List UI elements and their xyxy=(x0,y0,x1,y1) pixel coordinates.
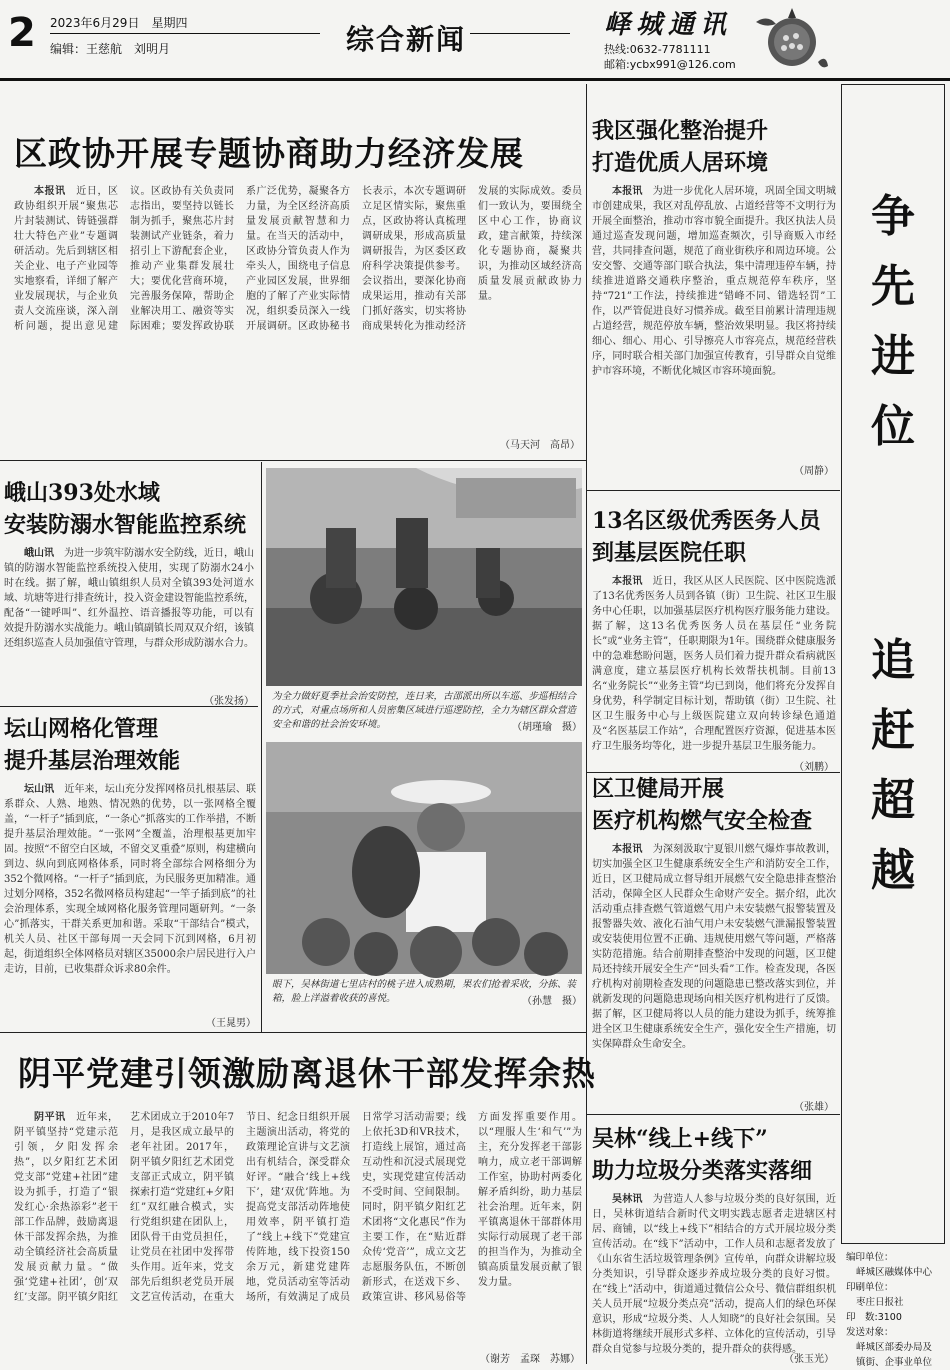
a4-byline: （王晁男） xyxy=(206,1018,256,1029)
photo1-caption: 为全力做好夏季社会治安防控，连日来，古邵派出所以车巡、步巡相结合的方式，对重点场所和人员密集区域进行巡逻防控，全力为辖区群众营造安全和谐的社会治安环境。 xyxy=(272,691,577,730)
a8-headline-2: 助力垃圾分类落实落细 xyxy=(592,1158,813,1184)
editors: 编辑：王慈航 刘明月 xyxy=(50,42,171,56)
a3-headline-2: 安装防溺水智能监控系统 xyxy=(4,512,247,538)
a7-headline: 阴平党建引领激励离退休干部发挥余热 xyxy=(18,1054,596,1093)
a4-headline-1: 坛山网格化管理 xyxy=(4,716,159,742)
a4-headline-2: 提升基层治理效能 xyxy=(4,748,181,774)
a5-headline-2: 到基层医院任职 xyxy=(592,540,747,566)
a3-byline: （张发扬） xyxy=(204,696,254,707)
info-line: 峄城区融媒体中心 xyxy=(856,1267,933,1278)
slogan-top xyxy=(842,191,944,452)
a3-lead: 峨山讯 xyxy=(24,548,54,559)
a3-headline-1: 峨山393处水域 xyxy=(4,480,160,506)
paper-logo: 峄城通讯 xyxy=(604,10,733,40)
info-line: 枣庄日报社 xyxy=(856,1297,904,1308)
a6-byline: （张雄） xyxy=(794,1102,834,1113)
a2-headline-2: 打造优质人居环境 xyxy=(592,150,769,176)
a2-divider xyxy=(586,490,840,491)
a5-body xyxy=(592,574,836,758)
police-patrol-photo xyxy=(266,468,582,686)
slogan-char: 超 xyxy=(871,775,915,826)
a4-text: 近年来，坛山充分发挥网格员扎根基层、联系群众、人熟、地熟、情况熟的优势，以一张网格全覆盖，“一杆子”插到底，“一条心”抓落实的工作举措，不断提升基层治理效能。“一张网”全覆盖，治理根基更加牢固。按照“不留空白区域，不留交叉重叠”原则，构建横向到边、纵向到底网格体系，同时将全部综合网格细分为352个微网格。“一杆子”插到底，为民服务更加精准。通过划分网格，352名微网格员构建起“一竿子插到底”的社会治理体系，实现全域网格化服务管理同题研判。“一条心”抓落实，干群关系更加和谐。采取“干部结合”模式，机关人员、社区干部每周一天会同下沉到网格，6月初起，街道组织全体网格员对辖区35000余户居民进行入户走访，目前，已收集群众诉求80余件。 xyxy=(4,784,257,975)
a1-text: 近日，区政协组织开展“聚焦芯片封装测试、铸链强群壮大特色产业”专题调研活动。先后到辖区相关企业、电子产业园等实地察看，详细了解产业发展现状，与企业负责人交流座谈，深入剖析问题，提出意见建议。区政协有关负责同志指出，要坚持以链长制为抓手，聚焦芯片封装测试产业链条，着力招引上下游配套企业，推动产业集群发展壮大；要优化营商环境，完善服务保障，帮助企业解决用工、融资等实际困难；要发挥政协联系广泛优势，凝聚各方力量，为全区经济高质量发展贡献智慧和力量。在当天的活动中，区政协分管负责人作为牵头人，围绕电子信息产业园区发展，世界细胞的了解了产业实际情况，组织委员深入一线开展调研。区政协秘书长表示，本次专题调研立足区情实际，聚焦重点，区政协将认真梳理调研成果，形成高质量调研报告，为区委区政府科学决策提供参考。会议指出，要深化协商成果运用，推动有关部门抓好落实，切实将协商成果转化为推动经济发展的实际成效。委员们一致认为，要围绕全区中心工作，协商议政，建言献策，持续深化专题协商，凝聚共识，为推动区域经济高质量发展贡献政协力量。 xyxy=(14,186,582,332)
a7-text: 近年来，阴平镇坚持“党建示范引领，夕阳发挥余热”，以夕阳红艺术团党支部“党建+社团”建设为抓手，打造了“银发红心·余热添彩”老干部工作品牌，鼓励离退休干部发挥余热，为推动全镇经济社会高质量发展贡献力量。“做强‘党建+社团’，创‘双红’支部。阴平镇夕阳红艺术团成立于2010年7月，是我区成立最早的老年社团。2017年，阴平镇夕阳红艺术团党支部正式成立，阴平镇探索打造“党建红+夕阳红”双红融合模式，实行党组织建在团队上，团队骨干由党员担任，让党员在社团中发挥带头作用。近年来，党支部先后组织老党员开展文艺宣传活动，在重大节日、纪念日组织开展主题演出活动，将党的政策理论宣讲与文艺演出有机结合，深受群众好评。“融合‘线上+线下’，建‘双优’阵地。为提高党支部活动阵地使用效率，阴平镇打造了“线上+线下”党建宣传阵地，线下投资150余万元，新建党建阵地，党员活动室等活动场所，有效满足了成员日常学习活动需要；线上依托3D和VR技术，打造线上展馆，通过高互动性和沉浸式展现党史，实现党建宣传活动不受时间、空间限制。同时，阴平镇夕阳红艺术团将“文化惠民”作为主要工作，在“贴近群众传‘党音’”，成立文艺志愿服务队伍，不断创新形式，在送戏下乡、政策宣讲、移风易俗等方面发挥重要作用。以“理服人生‘和气’”为主，充分发挥老干部影响力，成立老干部调解工作室，协助村两委化解矛盾纠纷，助力基层社会治理。近年来，阴平镇离退休干部群体用实际行动展现了老干部的担当作为，为推动全镇高质量发展贡献了银发力量。 xyxy=(14,1112,582,1303)
a8-body xyxy=(592,1192,837,1355)
a8-headline-1: 吴林“线上+线下” xyxy=(592,1126,768,1152)
header-divider xyxy=(0,78,950,81)
info-line: 编印单位： xyxy=(846,1252,894,1263)
slogan-bottom xyxy=(842,635,944,896)
a1-divider xyxy=(0,460,586,461)
slogan-char: 争 xyxy=(871,191,915,242)
a4-divider xyxy=(0,1032,586,1033)
a8-text: 为营造人人参与垃圾分类的良好氛围，近日，吴林街道结合新时代文明实践志愿者走进辖区村居、商铺，以“线上+线下”相结合的方式开展垃圾分类宣传活动。在“线下”活动中，工作人员和志愿者发放了《山东省生活垃圾管理条例》宣传单，向群众讲解垃圾分类知识，引导群众逐步养成垃圾分类的良好习惯。在“线上”活动中，街道通过微信公众号、微信群组织机关人员开展“垃圾分类点亮”活动，提高人们的绿色环保意识，形成“垃圾分类、人人知晓”的良好社会氛围。吴林街道将继续开展形式多样、立体化的宣传活动，引导群众自觉参与垃圾分类的，提升群众的获得感。 xyxy=(592,1194,837,1355)
a1-byline: （马天河 高昂） xyxy=(500,440,580,451)
info-line: 峄城区部委办局及 xyxy=(856,1342,933,1353)
slogan-char: 赶 xyxy=(871,705,915,756)
a7-byline: （谢芳 孟琛 苏娜） xyxy=(480,1354,580,1365)
a6-text: 为深刻汲取宁夏银川燃气爆炸事故教训，切实加强全区卫生健康系统安全生产和消防安全工作，近日，区卫健局成立督导组开展燃气安全隐患排查整治活动，保障全区人民群众生命财产安全。据介绍，此次活动重点排查燃气管道燃气用户未安装燃气报警装置及报警器失效、液化石油气用户未安装燃气泄漏报警装置或安装使用位置不正确、违规使用燃气等问题，严格落实防范措施。结合前期排查整治中发现的问题，区卫健局还持续开展安全生产“回头看”工作。检查发现，各医疗机构对前期检查发现的问题隐患已整改落实到位，并就新发现的问题隐患现场向相关医疗机构进行了反馈。据了解，区卫健局将以人员的能力建设为抓手，统筹推进全区卫生健康系统安全生产，强化安全生产措施，切实保障群众生命安全。 xyxy=(592,844,837,1050)
slogan-char: 追 xyxy=(871,635,915,686)
info-line: 印刷单位： xyxy=(846,1282,894,1293)
a3-text: 为进一步筑牢防溺水安全防线，近日，峨山镇的防溺水智能监控系统投入使用，实现了防溺水24小时在线。据了解，峨山镇组织人员对全镇393处河道水域、坑塘等进行排查统计，投入资金建设智能监控系统，配备“一键呼叫”、红外温控、语音播报等功能，可以有效提升防溺水实战能力。峨山镇副镇长周双双介绍，该镇还组织巡查人员加强值守管理，与群众形成防溺水合力。 xyxy=(4,548,254,649)
a5-text: 近日，我区从区人民医院、区中医院选派了13名优秀医务人员到各镇（街）卫生院、社区卫生服务中心任职，以加强基层医疗机构医疗服务能力建设。据了解，这13名优秀医务人员在基层任“业务院长”或“业务主管”，任职期限为1年。围绕群众健康服务中的急难愁盼问题，医务人员们着力提升群众看病就医满意度，建立基层医疗机构长效帮扶机制。目前13名“业务院长”“业务主管”均已到岗，他们将充分发挥自身优势，科学制定目标计划，帮助镇（街）卫生院、社区卫生服务中心与上级医院建立双向转诊绿色通道及“名医基层工作站”，合理配置医疗资源，促进基本医疗卫生服务均等化，进一步提升基层卫生服务能力。 xyxy=(592,576,837,752)
slogan-char: 先 xyxy=(871,261,915,312)
photo2-caption: 眼下，吴林街道七里店村的桃子进入成熟期，果农们抢着采收，分拣、装箱，脸上洋溢着收获的喜悦。 xyxy=(272,979,577,1004)
column-rule xyxy=(586,84,587,1364)
a2-body xyxy=(592,184,836,460)
header-rule-left xyxy=(50,33,320,34)
a2-headline-1: 我区强化整治提升 xyxy=(592,118,769,144)
a7-lead: 阴平讯 xyxy=(34,1112,66,1123)
a5-headline-1: 13名区级优秀医务人员 xyxy=(592,508,821,534)
slogan-char: 位 xyxy=(871,401,915,452)
publication-info xyxy=(846,1250,946,1370)
slogan-box xyxy=(841,84,945,1244)
a8-byline: （张玉光） xyxy=(784,1354,834,1365)
a2-byline: （周静） xyxy=(794,466,834,477)
a1-headline: 区政协开展专题协商助力经济发展 xyxy=(14,134,524,173)
a1-lead: 本报讯 xyxy=(34,186,66,197)
photo1-credit: （胡瑾瑜 摄） xyxy=(512,722,582,733)
a6-divider xyxy=(586,1114,840,1115)
a3-body xyxy=(4,546,254,690)
inner-column-rule xyxy=(261,462,262,1032)
section-title: 综合新闻 xyxy=(346,23,467,56)
a3-divider xyxy=(0,706,258,707)
hotline: 热线:0632-7781111 xyxy=(604,43,711,56)
a6-body xyxy=(592,842,836,1096)
slogan-char: 越 xyxy=(871,845,915,896)
a6-headline-2: 医疗机构燃气安全检查 xyxy=(592,808,813,834)
photo2-credit: （孙慧 摄） xyxy=(522,996,582,1007)
slogan-char: 进 xyxy=(871,331,915,382)
issue-date: 2023年6月29日 星期四 xyxy=(50,16,188,30)
page-number: 2 xyxy=(8,10,36,56)
a8-lead: 吴林讯 xyxy=(612,1194,643,1205)
email: 邮箱:ycbx991@126.com xyxy=(604,58,736,71)
a5-byline: （刘鹏） xyxy=(794,762,834,773)
a2-text: 为进一步优化人居环境，巩固全国文明城市创建成果，我区对乱停乱放、占道经营等不文明行为开展全面整治，推动市容市貌全面提升。我区执法人员通过巡查发现问题，增加巡查频次，引导商贩入市经营，共同排查问题，规范了商业街秩序和周边环境。公安交警、交通等部门联合执法，集中清理违停车辆，持续推进道路交通秩序整治，重点规范停车秩序，坚持“721”工作法，持续推进“错峰不同、错选轻罚”工作，以严管促进良好习惯养成。截至目前累计清理违规占道经营，规范停放车辆，整治效果明显。我区将持续细心、细心、用心、引导擦亮人市容亮点，规范经营秩序，同时联合相关部门加强宣传教育，引导群众自觉维护市容环境，不断优化城区市容环境面貌。 xyxy=(592,186,837,377)
a2-lead: 本报讯 xyxy=(612,186,643,197)
info-line: 印 数:3100 xyxy=(846,1312,902,1323)
header-rule-right xyxy=(470,33,570,34)
a6-lead: 本报讯 xyxy=(612,844,643,855)
pomegranate-emblem-icon xyxy=(748,2,830,74)
info-line: 发送对象： xyxy=(846,1327,894,1338)
info-line: 镇街、企事业单位 xyxy=(856,1357,933,1368)
a7-body xyxy=(14,1110,582,1346)
a4-body xyxy=(4,782,256,1010)
a6-headline-1: 区卫健局开展 xyxy=(592,776,725,802)
peach-harvest-photo xyxy=(266,742,582,974)
a5-lead: 本报讯 xyxy=(612,576,643,587)
a4-lead: 坛山讯 xyxy=(24,784,55,795)
a1-body xyxy=(14,184,582,452)
